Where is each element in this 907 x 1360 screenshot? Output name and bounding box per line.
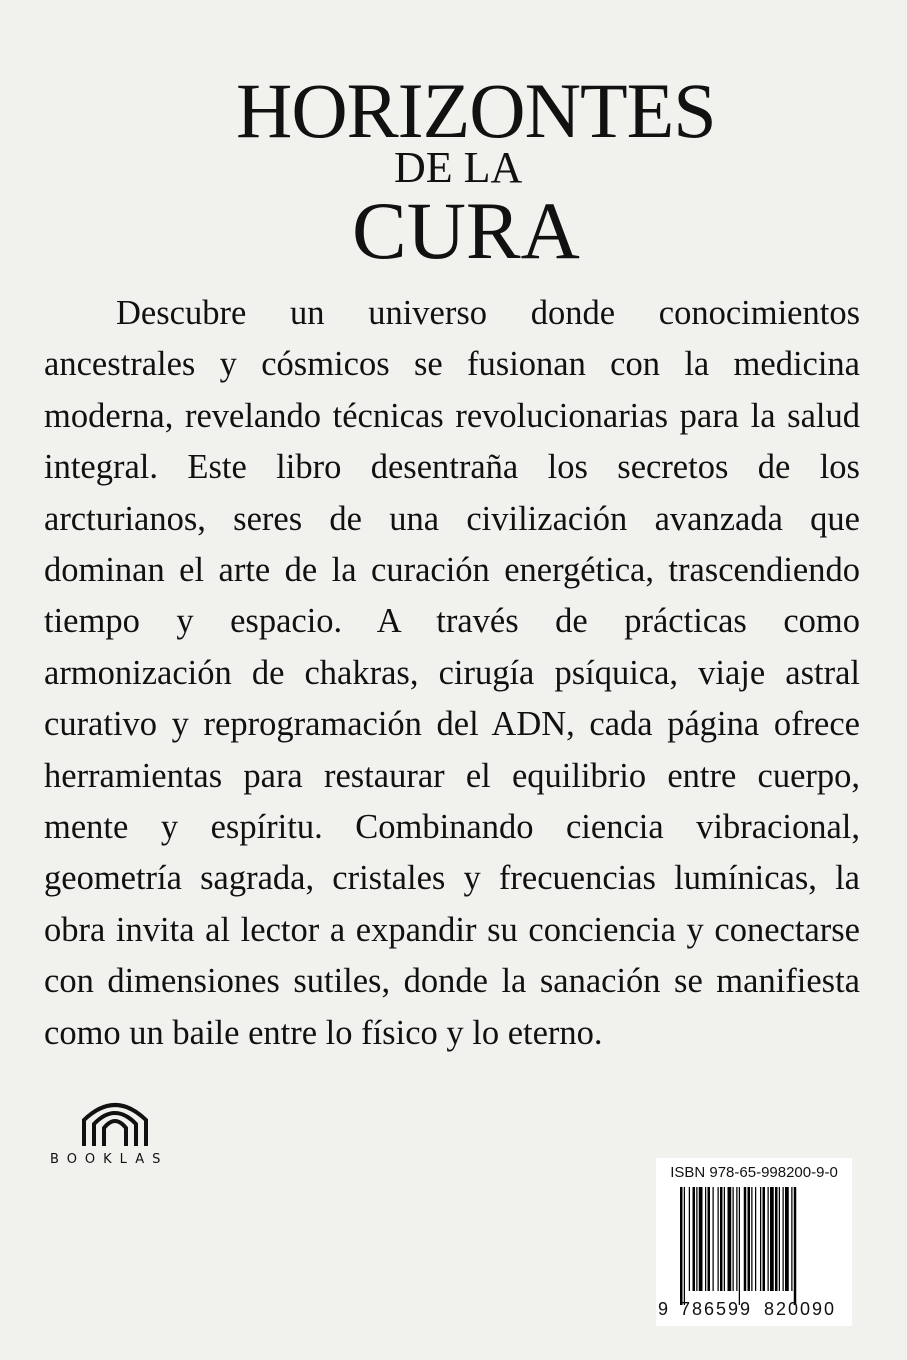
publisher-name: BOOKLAS xyxy=(50,1152,169,1167)
arch-logo-icon xyxy=(80,1090,150,1148)
barcode xyxy=(656,1158,852,1326)
title-line-1: HORIZONTES xyxy=(236,67,716,154)
blurb-paragraph: Descubre un universo donde conocimientos ancestrales y cósmicos se fusionan con la medicina moderna, revelando técnicas revolucionarias para la salud integral. Este libro desentraña los secretos de los arcturianos, seres de una civilización avanzada que dominan el arte de la curación energética, trascendiendo tiempo y espacio. A través de prácticas como armonización de chakras, cirugía psíquica, viaje astral curativo y reprogramación del ADN, cada página ofrece herramientas para restaurar el equilibrio entre cuerpo, mente y espíritu. Combinando ciencia vibracional, geometría sagrada, cristales y frecuencias lumínicas, la obra invita al lector a expandir su conciencia y conectarse con dimensiones sutiles, donde la sanación se manifiesta como un baile entre lo físico y lo eterno. xyxy=(44,294,860,1052)
barcode-digits-right: 820090 xyxy=(764,1299,837,1319)
title-line-2: DE LA xyxy=(394,143,523,192)
publisher-logo xyxy=(50,1090,200,1167)
isbn-label: ISBN 978-65-998200-9-0 xyxy=(670,1164,838,1181)
barcode-digits-left: 786599 xyxy=(680,1299,753,1319)
barcode-digit-first: 9 xyxy=(658,1299,669,1319)
barcode-bars xyxy=(666,1187,842,1305)
title-line-3: CURA xyxy=(352,185,580,276)
